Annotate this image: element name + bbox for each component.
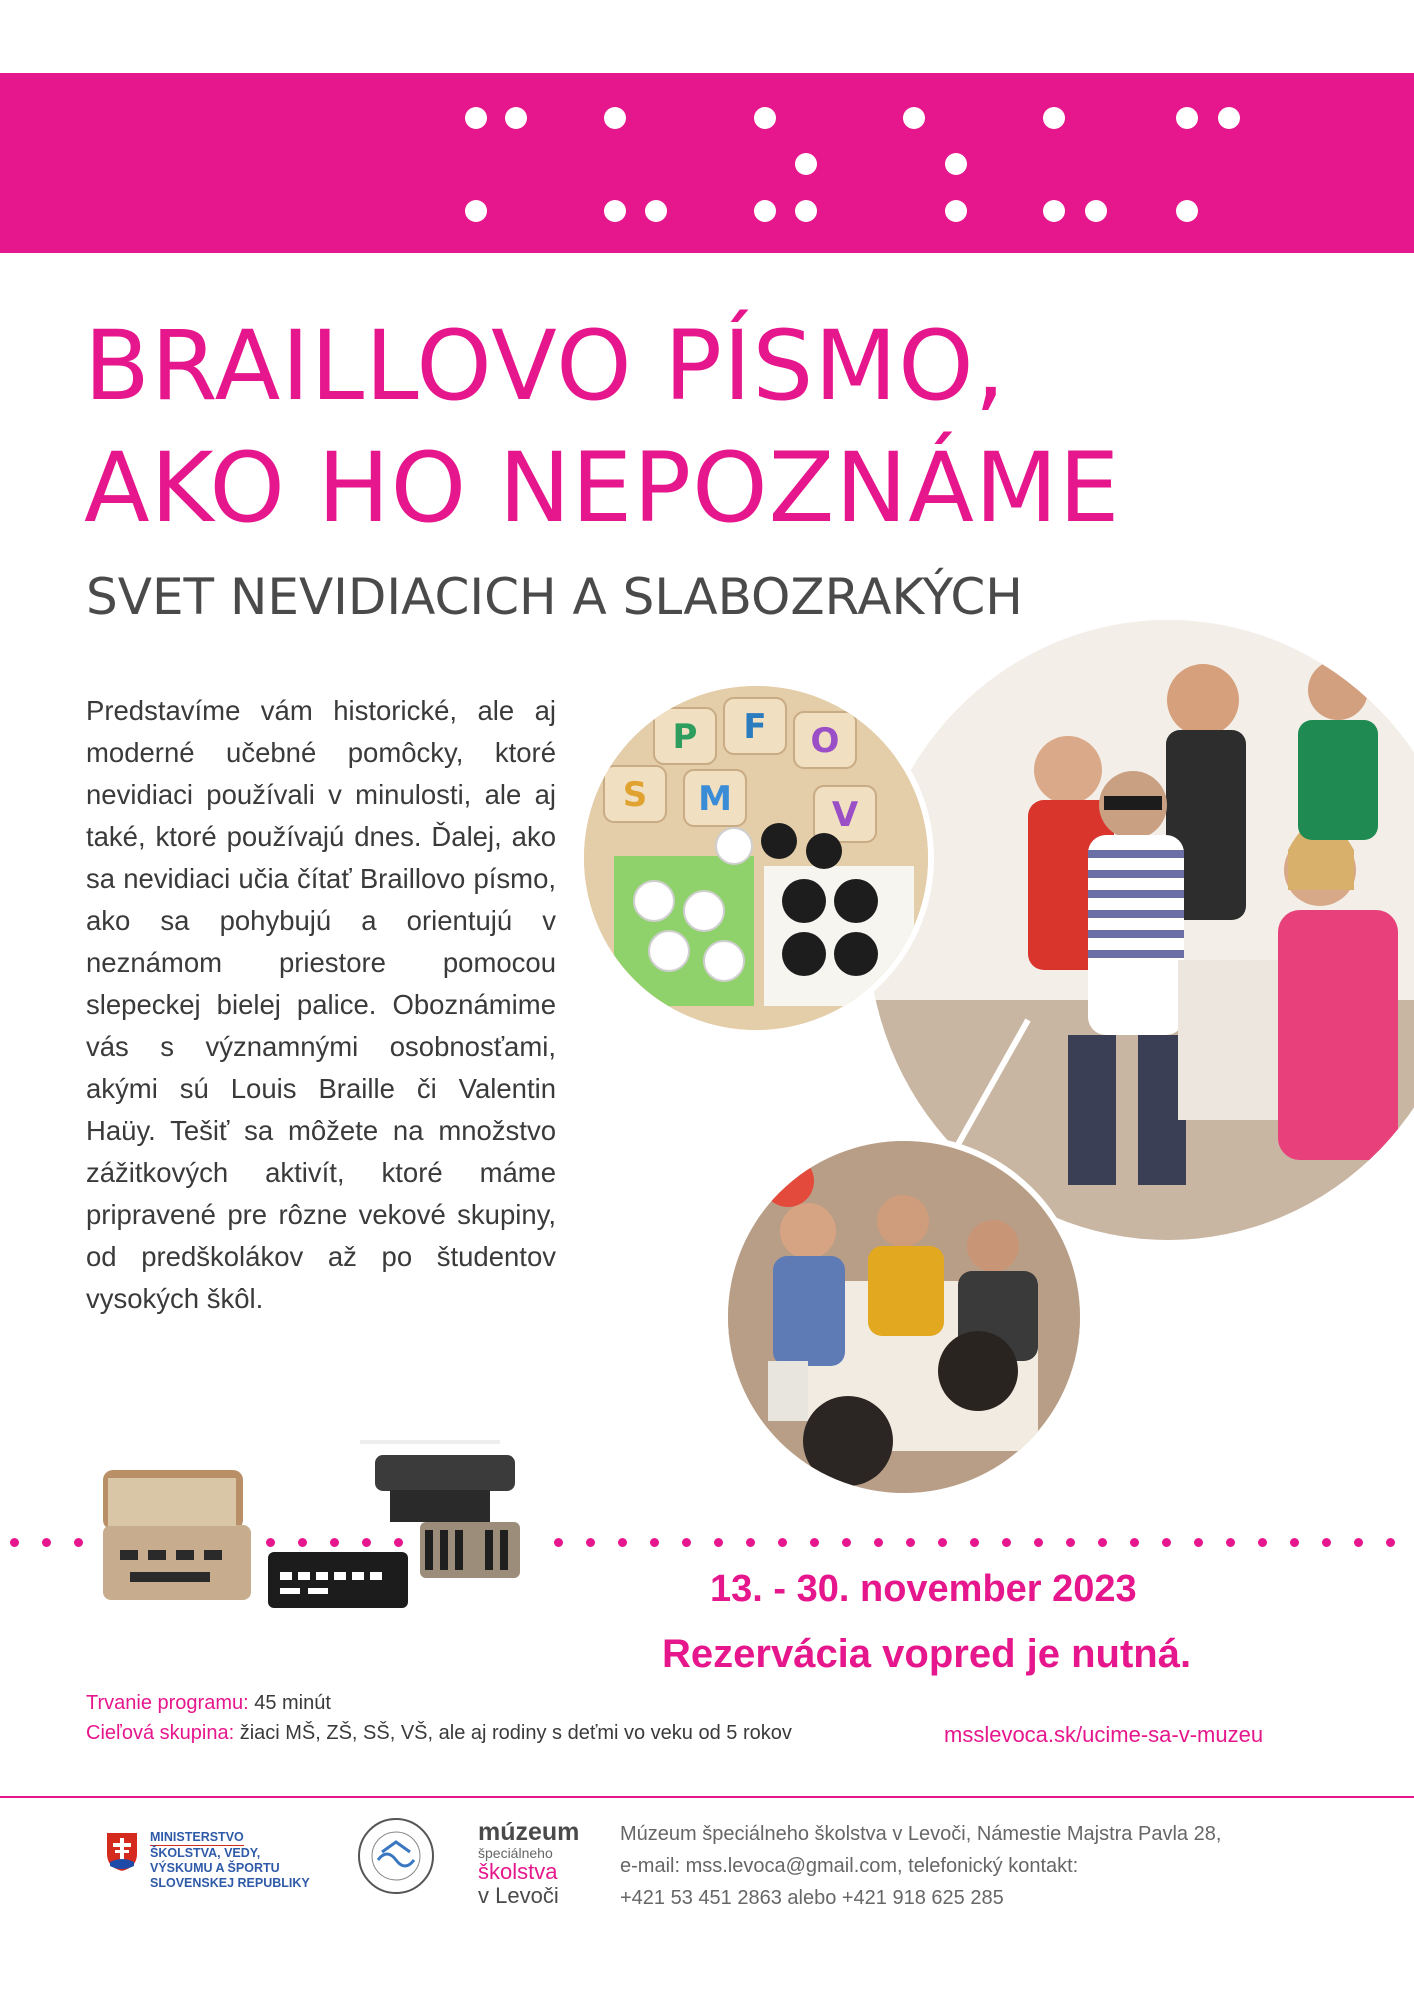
duration-label: Trvanie programu: xyxy=(86,1692,249,1714)
tile-letter: M xyxy=(698,779,732,819)
braille-dot xyxy=(795,153,817,175)
braille-tiles-photo xyxy=(578,680,934,1036)
divider-dot xyxy=(1226,1538,1235,1547)
braille-dot xyxy=(754,200,776,222)
divider-dot xyxy=(970,1538,979,1547)
divider-dot xyxy=(810,1538,819,1547)
braille-dot xyxy=(1043,107,1065,129)
description-paragraph: Predstavíme vám historické, ale aj moderné učebné pomôcky, ktoré nevidiaci používali v minulosti, ale aj také, ktoré používajú dnes. Ďalej, ako sa nevidiaci učia čítať Braillovo písmo, ako sa pohybujú a orientujú v neznámom priestore pomocou slepeckej bielej palice. Oboznámime vás s významnými osobnosťami, akými sú Louis Braille či Valentin Haüy. Tešiť sa môžete na množstvo zážitkových aktivít, ktoré máme pripravené pre rôzne vekové skupiny, od predškolákov až po študentov vysokých škôl. xyxy=(86,695,556,1314)
braille-dot xyxy=(645,200,667,222)
contact-phones: +421 53 451 2863 alebo +421 918 625 285 xyxy=(620,1887,1004,1909)
ministry-line: VÝSKUMU A ŠPORTU xyxy=(150,1861,280,1875)
footer-divider xyxy=(0,1796,1414,1798)
divider-dot xyxy=(74,1538,83,1547)
museum-logo xyxy=(478,1820,579,1907)
divider-dot xyxy=(1034,1538,1043,1547)
braille-dot xyxy=(795,200,817,222)
divider-dot xyxy=(682,1538,691,1547)
event-dates: 13. - 30. november 2023 xyxy=(710,1568,1137,1610)
divider-dot xyxy=(1386,1538,1395,1547)
divider-dot xyxy=(1066,1538,1075,1547)
target-label: Cieľová skupina: xyxy=(86,1722,235,1744)
divider-dot xyxy=(618,1538,627,1547)
braille-dot xyxy=(1085,200,1107,222)
museum-logo-line: v Levoči xyxy=(478,1883,559,1908)
tile-letter: S xyxy=(622,775,648,815)
program-duration xyxy=(86,1692,331,1715)
ministry-line: MINISTERSTVO xyxy=(150,1830,244,1844)
contact-address: Múzeum špeciálneho školstva v Levoči, Námestie Majstra Pavla 28, xyxy=(620,1823,1222,1845)
title-line-1: BRAILLOVO PÍSMO, xyxy=(84,310,1007,422)
divider-dot xyxy=(1194,1538,1203,1547)
divider-dot xyxy=(42,1538,51,1547)
braille-dot xyxy=(754,107,776,129)
program-target xyxy=(86,1722,792,1745)
divider-dot xyxy=(874,1538,883,1547)
museum-logo-line: múzeum xyxy=(478,1818,580,1846)
divider-dot xyxy=(1002,1538,1011,1547)
website-link[interactable]: msslevoca.sk/ucime-sa-v-muzeu xyxy=(944,1722,1264,1747)
tile-letter: P xyxy=(672,717,698,757)
divider-dot xyxy=(1354,1538,1363,1547)
divider-dot xyxy=(778,1538,787,1547)
contact-email: e-mail: mss.levoca@gmail.com, telefonický kontakt: xyxy=(620,1855,1079,1877)
divider-dot xyxy=(938,1538,947,1547)
braille-dot xyxy=(1218,107,1240,129)
divider-dot xyxy=(746,1538,755,1547)
braille-dot xyxy=(465,200,487,222)
divider-dot xyxy=(1322,1538,1331,1547)
duration-value: 45 minút xyxy=(248,1692,331,1714)
braille-header-band xyxy=(0,73,1414,253)
braille-dot xyxy=(1176,200,1198,222)
braille-dot xyxy=(1176,107,1198,129)
slovak-coat-of-arms-icon xyxy=(104,1830,140,1874)
divider-dot xyxy=(842,1538,851,1547)
title-line-2: AKO HO NEPOZNÁME xyxy=(84,432,1121,544)
museum-logo-line: špeciálneho xyxy=(478,1845,553,1861)
ministry-line: SLOVENSKEJ REPUBLIKY xyxy=(150,1876,310,1890)
tile-letter: O xyxy=(810,721,840,761)
braille-dot xyxy=(903,107,925,129)
divider-dot xyxy=(1098,1538,1107,1547)
tile-letter: F xyxy=(743,707,767,747)
braille-dot xyxy=(945,200,967,222)
subtitle: SVET NEVIDIACICH A SLABOZRAKÝCH xyxy=(86,568,1023,626)
table-illustration-icon xyxy=(728,1141,1086,1499)
braille-dot xyxy=(465,107,487,129)
braille-dot xyxy=(945,153,967,175)
tile-letter: V xyxy=(831,795,859,835)
braille-dot xyxy=(604,107,626,129)
museum-logo-line: školstva xyxy=(478,1859,558,1884)
divider-dot xyxy=(1162,1538,1171,1547)
divider-dot xyxy=(906,1538,915,1547)
ministry-line: ŠKOLSTVA, VEDY, xyxy=(150,1846,261,1860)
tiles-illustration-icon xyxy=(584,686,934,1036)
braille-devices-image xyxy=(100,1440,600,1620)
divider-dot xyxy=(1130,1538,1139,1547)
research-center-seal-icon xyxy=(356,1816,436,1896)
children-table-photo xyxy=(722,1135,1086,1499)
divider-dot xyxy=(1258,1538,1267,1547)
braille-dot xyxy=(505,107,527,129)
target-value: žiaci MŠ, ZŠ, SŠ, VŠ, ale aj rodiny s deťmi vo veku od 5 rokov xyxy=(234,1722,792,1744)
reservation-note: Rezervácia vopred je nutná. xyxy=(662,1632,1192,1676)
footer-contact xyxy=(620,1818,1221,1914)
divider-dot xyxy=(650,1538,659,1547)
braille-dot xyxy=(1043,200,1065,222)
ministry-logo-text xyxy=(150,1830,310,1891)
braille-dot xyxy=(604,200,626,222)
divider-dot xyxy=(1290,1538,1299,1547)
divider-dot xyxy=(714,1538,723,1547)
divider-dot xyxy=(10,1538,19,1547)
